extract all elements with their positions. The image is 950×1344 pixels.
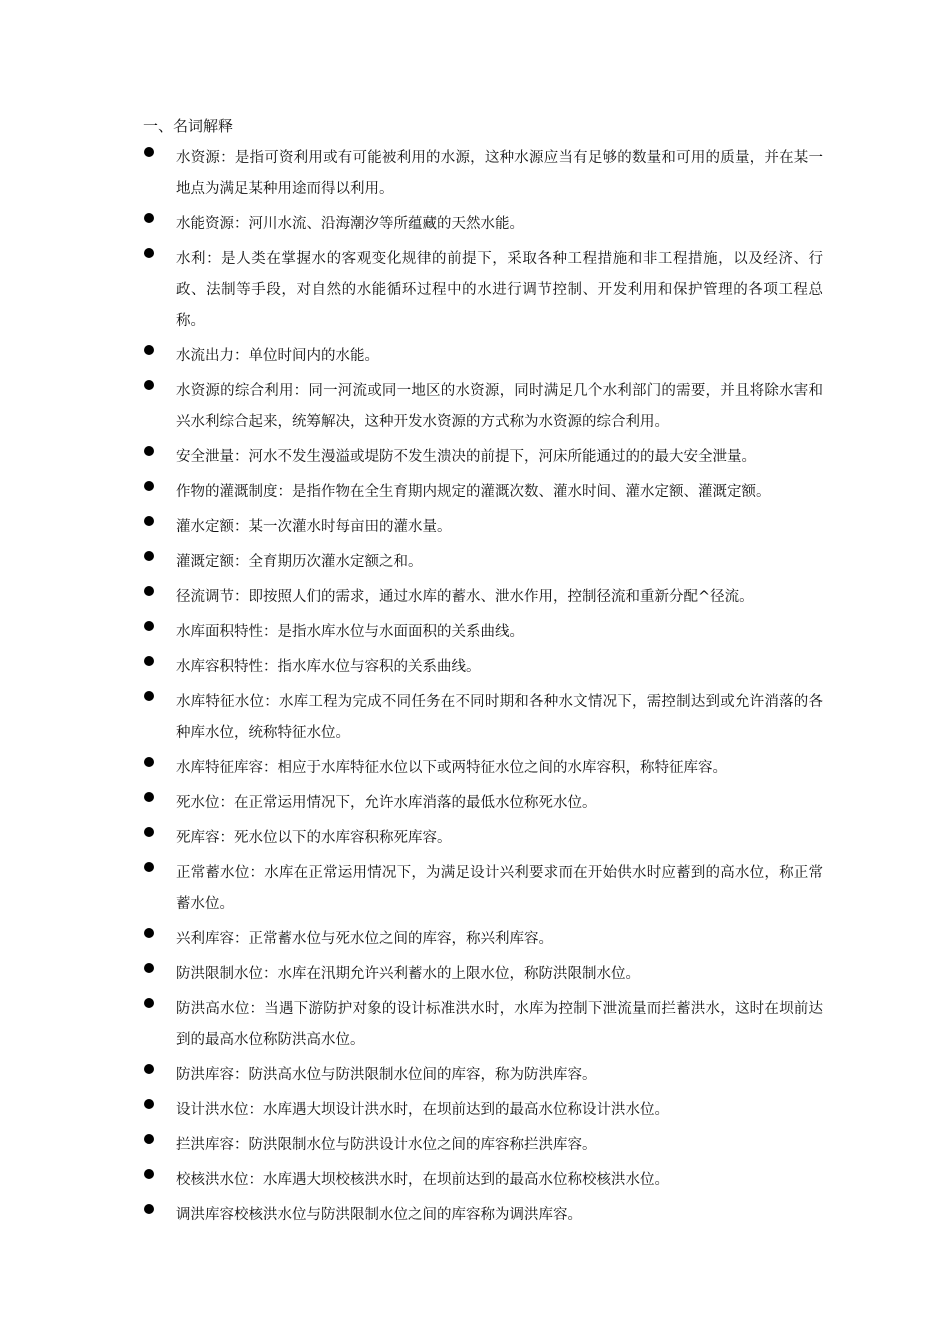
term-definition: 水库面积特性：是指水库水位与水面面积的关系曲线。 <box>176 624 524 640</box>
term-item <box>143 753 823 784</box>
term-item <box>143 477 823 508</box>
term-definition: 兴利库容：正常蓄水位与死水位之间的库容，称兴利库容。 <box>176 931 553 947</box>
bullet-icon <box>144 481 154 491</box>
bullet-icon <box>144 551 154 561</box>
bullet-icon <box>144 1099 154 1109</box>
bullet-icon <box>144 248 154 258</box>
term-definition: 水利：是人类在掌握水的客观变化规律的前提下，采取各种工程措施和非工程措施，以及经济、行政、法制等手段，对自然的水能循环过程中的水进行调节控制、开发利用和保护管理的各项工程总称。 <box>176 251 823 329</box>
bullet-icon <box>144 963 154 973</box>
term-definition: 拦洪库容：防洪限制水位与防洪设计水位之间的库容称拦洪库容。 <box>176 1137 597 1153</box>
term-definition: 防洪库容：防洪高水位与防洪限制水位间的库容，称为防洪库容。 <box>176 1067 597 1083</box>
term-definition: 作物的灌溉制度：是指作物在全生育期内规定的灌溉次数、灌水时间、灌水定额、灌溉定额。 <box>176 484 771 500</box>
term-definition: 正常蓄水位：水库在正常运用情况下，为满足设计兴利要求而在开始供水时应蓄到的高水位，称正常蓄水位。 <box>176 865 823 912</box>
term-item <box>143 582 823 613</box>
term-definition: 水资源的综合利用：同一河流或同一地区的水资源，同时满足几个水利部门的需要，并且将除水害和兴水利综合起来，统筹解决，这种开发水资源的方式称为水资源的综合利用。 <box>176 383 823 430</box>
term-item <box>143 924 823 955</box>
term-definition: 防洪限制水位：水库在汛期允许兴利蓄水的上限水位，称防洪限制水位。 <box>176 966 640 982</box>
term-definition: 校核洪水位：水库遇大坝校核洪水时，在坝前达到的最高水位称校核洪水位。 <box>176 1172 669 1188</box>
section-heading: 一、名词解释 <box>143 117 234 135</box>
term-item <box>143 617 823 648</box>
bullet-icon <box>144 380 154 390</box>
term-item <box>143 547 823 578</box>
bullet-icon <box>144 621 154 631</box>
term-definition: 水能资源：河川水流、沿海潮汐等所蕴藏的天然水能。 <box>176 216 524 232</box>
bullet-icon <box>144 656 154 666</box>
term-item <box>143 512 823 543</box>
bullet-icon <box>144 757 154 767</box>
term-item <box>143 1060 823 1091</box>
term-definition: 调洪库容校核洪水位与防洪限制水位之间的库容称为调洪库容。 <box>176 1207 582 1223</box>
term-item <box>143 823 823 854</box>
term-definition: 水流出力：单位时间内的水能。 <box>176 348 379 364</box>
bullet-icon <box>144 516 154 526</box>
term-definition: 径流调节：即按照人们的需求，通过水库的蓄水、泄水作用，控制径流和重新分配^径流。 <box>176 589 754 605</box>
term-item <box>143 341 823 372</box>
term-definition: 水库容积特性：指水库水位与容积的关系曲线。 <box>176 659 481 675</box>
term-definition: 防洪高水位：当遇下游防护对象的设计标准洪水时，水库为控制下泄流量而拦蓄洪水，这时在坝前达到的最高水位称防洪高水位。 <box>176 1001 823 1048</box>
term-definition: 水库特征库容：相应于水库特征水位以下或两特征水位之间的水库容积，称特征库容。 <box>176 760 727 776</box>
term-definition: 水库特征水位：水库工程为完成不同任务在不同时期和各种水文情况下，需控制达到或允许消落的各种库水位，统称特征水位。 <box>176 694 823 741</box>
term-definition: 设计洪水位：水库遇大坝设计洪水时，在坝前达到的最高水位称设计洪水位。 <box>176 1102 669 1118</box>
term-item <box>143 994 823 1056</box>
term-definition: 水资源：是指可资利用或有可能被利用的水源，这种水源应当有足够的数量和可用的质量，并在某一地点为满足某种用途而得以利用。 <box>176 150 823 197</box>
bullet-icon <box>144 928 154 938</box>
term-definition: 灌溉定额：全育期历次灌水定额之和。 <box>176 554 423 570</box>
term-definition: 安全泄量：河水不发生漫溢或堤防不发生溃决的前提下，河床所能通过的的最大安全泄量。 <box>176 449 756 465</box>
term-item <box>143 1200 823 1231</box>
bullet-icon <box>144 213 154 223</box>
term-item <box>143 1165 823 1196</box>
term-item <box>143 1095 823 1126</box>
term-item <box>143 143 823 205</box>
term-item <box>143 209 823 240</box>
term-item <box>143 858 823 920</box>
bullet-icon <box>144 147 154 157</box>
term-item <box>143 959 823 990</box>
bullet-icon <box>144 827 154 837</box>
bullet-icon <box>144 862 154 872</box>
term-item <box>143 788 823 819</box>
bullet-icon <box>144 1064 154 1074</box>
term-list <box>143 143 823 1235</box>
bullet-icon <box>144 1204 154 1214</box>
bullet-icon <box>144 446 154 456</box>
term-item <box>143 442 823 473</box>
term-definition: 死水位：在正常运用情况下，允许水库消落的最低水位称死水位。 <box>176 795 597 811</box>
bullet-icon <box>144 345 154 355</box>
term-item <box>143 687 823 749</box>
bullet-icon <box>144 998 154 1008</box>
bullet-icon <box>144 1169 154 1179</box>
bullet-icon <box>144 1134 154 1144</box>
term-item <box>143 244 823 337</box>
term-item <box>143 376 823 438</box>
term-definition: 死库容：死水位以下的水库容积称死库容。 <box>176 830 452 846</box>
term-item <box>143 1130 823 1161</box>
term-item <box>143 652 823 683</box>
bullet-icon <box>144 691 154 701</box>
term-definition: 灌水定额：某一次灌水时每亩田的灌水量。 <box>176 519 452 535</box>
bullet-icon <box>144 792 154 802</box>
bullet-icon <box>144 586 154 596</box>
